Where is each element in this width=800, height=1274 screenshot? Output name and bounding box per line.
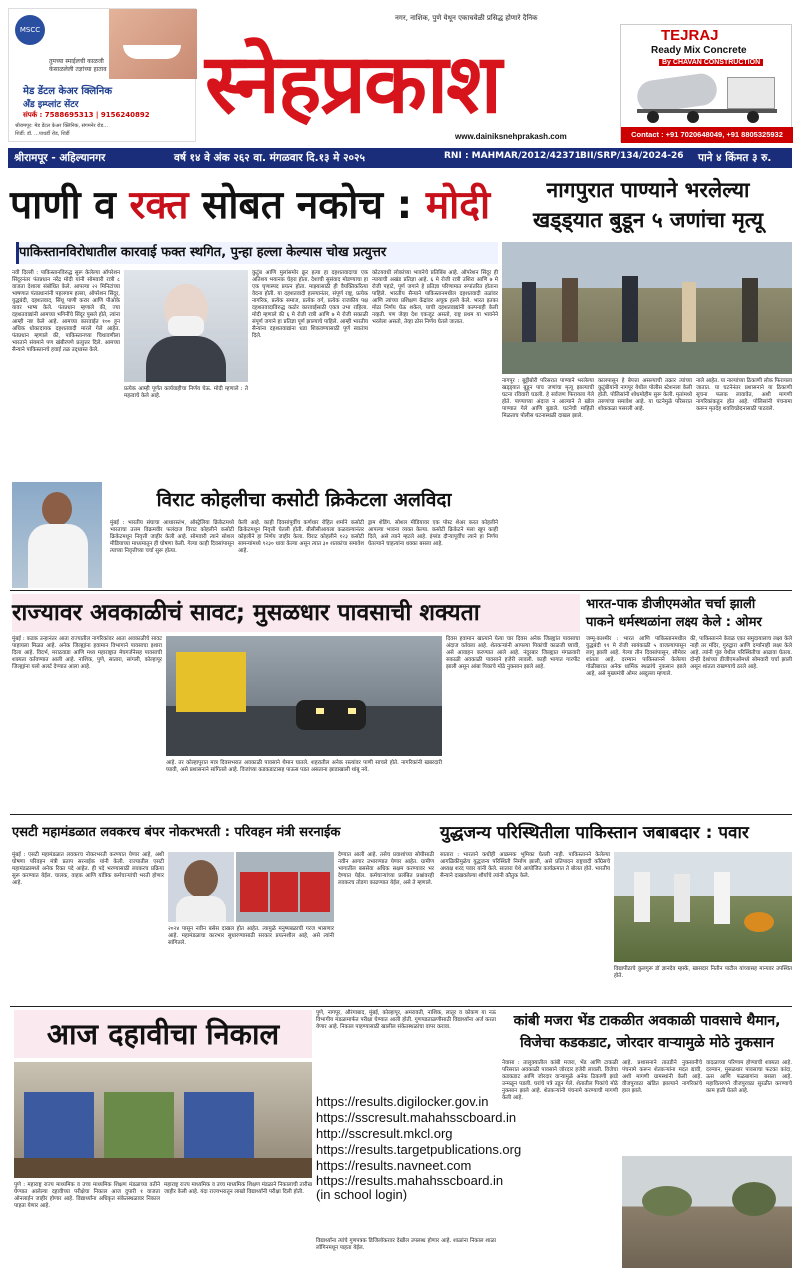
divider-1: [10, 590, 792, 591]
st-body-col1: मुंबई : एसटी महामंडळात लवकरच नोकरभरती करण्यात येणार आहे, अशी घोषणा परिवहन मंत्री प्रताप सरनाईक यांनी केली. राज्यातील एसटी महामंडळामध्ये अनेक रिक्त पदे आहेत. ही पदे भरण्यासाठी लवकरच प्रक्रिया सुरू करण्यात येईल. चालक, वाहक आणि यांत्रिक कर्मचाऱ्यांची भरती होणार आहे.: [12, 852, 164, 886]
result-link[interactable]: http://sscresult.mkcl.org: [316, 1126, 453, 1141]
nagpur-headline-2: खड्ड्यात बुडून ५ जणांचा मृत्यू: [532, 208, 764, 232]
dateline-bar: [8, 148, 792, 168]
pawar-body-col1: सातारा : भारताने कधीही आक्रमक भूमिका घेतली नाही. पाकिस्तानने केलेल्या आगळिकीमुळेच युद्धजन्य परिस्थिती निर्माण झाली, असे प्रतिपादन राष्ट्रवादी काँग्रेसचे अध्यक्ष शरद पवार यांनी केले. सातारा येथे आयोजित कार्यक्रमात ते बोलत होते. भारतीय सैन्याने दाखवलेल्या शौर्याचे त्यांनी कौतुक केले.: [440, 852, 610, 879]
result-link[interactable]: https://sscresult.mahahsscboard.in: [316, 1110, 517, 1125]
kohli-photo: [12, 482, 102, 588]
kohli-body-col3: ड्राम शेडिंग. सोशल मीडियावर एक पोस्ट शेअर करत कोहलीने आपल्या भावना व्यक्त केल्या. कसोटी क्रिकेटने मला खूप काही दिले, असे त्याने म्हटले आहे. इंग्लंड दौऱ्यापूर्वीच त्याने हा निर्णय घेतल्याने चाहत्यांना धक्का बसला आहे.: [368, 520, 498, 547]
lead-body-col2: कुटुंब आणि मुलांसमोर क्रूर हत्या हा दहशतवादाचा एक अतिशय भयानक चेहरा होता. देशाची सुसंवाद मोडण्याचा हा एक घृणास्पद प्रयत्न होता. माझ्यासाठी ही वैयक्तिकरित्या वेदना होती. या दहशतवादी हल्ल्यानंतर, संपूर्ण राष्ट्र, प्रत्येक नागरिक, प्रत्येक समाज, प्रत्येक वर्ग, प्रत्येक राजकीय पक्ष दहशतवादाविरुद्ध कठोर कारवाईसाठी एकत्र उभा राहिला. मोदी म्हणाले की ६ मे रोजी रात्री आणि ७ मे रोजी सकाळी संपूर्ण जगाने हा प्रतिज्ञा पूर्ण झाल्याचे पाहिले. आम्ही भारतीय सैन्यांना दहशतवाद्यांना धडा शिकवण्यासाठी पूर्ण स्वातंत्र्य दिले.: [252, 270, 368, 339]
kohli-body-col2: केली आहे. काही दिवसांपूर्वीच कर्णधार रोहित शर्माने कसोटी क्रिकेटमधून निवृत्ती घेतली होती. बीसीसीआयला कळवल्यानंतर कोहलीने हा निर्णय जाहीर केला. विराट कोहलीने १२३ कसोटी सामन्यांमध्ये ९२३० धावा केल्या असून त्यात ३० शतकांचा समावेश आहे.: [238, 520, 364, 554]
nagpur-body-col2: कालपासून हे बेपत्ता असल्याची तक्रार त्यांच्या कुटुंबीयांनी नागपूर येथील पोलीस स्टेशनला केली होती. पोलिसांनी शोधमोहीम सुरू केली. मृतांमध्ये तरुणांचा समावेश आहे. या घटनेमुळे परिसरात शोककळा पसरली आहे.: [598, 378, 692, 412]
result-link[interactable]: https://results.targetpublications.org: [316, 1142, 522, 1157]
kohli-headline: विराट कोहलीचा कसोटी क्रिकेटला अलविदा: [156, 489, 452, 511]
dateline-pages: पाने ४ किंमत ३ रु.: [698, 152, 772, 164]
storm-body-col3: वादळाच्या परिणाम होण्याची शक्यता आहे. दरम्यान, मुसळधार पावसाचा फटका कांदा, ऊस आणि फळबागांना बसला आहे. महावितरणने वीजपुरवठा सुरळीत करण्याचे काम हाती घेतले आहे.: [706, 1060, 792, 1094]
masthead-tagline: नगर, नाशिक, पुणे येथून एकाचवेळी प्रसिद्ध होणारे दैनिक: [395, 14, 538, 22]
st-headline: एसटी महामंडळात लवकरच बंपर नोकरभरती : परिवहन मंत्री सरनाईक: [12, 825, 341, 840]
dateline-rni: RNI : MAHMAR/2012/42371: [444, 151, 581, 161]
exam-photo: [14, 1062, 312, 1178]
nagpur-body-col1: नागपूर : बुट्टीबोरी परिसरात पाण्याने भरलेल्या खड्ड्यात बुडून पाच जणांचा मृत्यू झाल्याची घटना रविवारी घडली. हे सर्वजण फिरायला गेले होते. पाण्याच्या अंदाज न आल्याने ते खोल पाण्यात गेले आणि बुडाले. घटनेची माहिती मिळताच पोलीस घटनास्थळी दाखल झाले.: [502, 378, 594, 419]
modi-photo: [124, 270, 248, 382]
clinic-address-2: शिर्डी: डॉ. ...पाथर्डी रोड, शिर्डी: [15, 131, 70, 137]
storm-headline-2: विजेचा कडकडाट, जोरदार वाऱ्यामुळे मोठे नुकसान: [520, 1035, 774, 1051]
lead-headline-c: सोबत नकोच :: [188, 183, 426, 228]
lead-headline: [10, 176, 498, 236]
website-link[interactable]: www.dainiksnehprakash.com: [455, 132, 567, 141]
clinic-address-1: श्रीरामपूर: मेड डेंटल केअर क्लिनिक, संगमनेर रोड...: [15, 123, 108, 129]
dental-tagline-2: केसाळलेली तज्ञांच्या हाताव: [49, 66, 107, 73]
lead-headline-a: पाणी व: [10, 183, 130, 228]
pawar-photo: [614, 852, 792, 962]
sarnaik-photo: [168, 852, 234, 922]
result-link[interactable]: https://results.navneet.com: [316, 1158, 472, 1173]
lead-headline-d: मोदी: [425, 183, 491, 228]
smile-photo: [109, 9, 197, 79]
dateline-place: श्रीरामपूर - अहिल्यानगर: [14, 152, 106, 164]
rain-body-col1: मुंबई : कडक उन्हानंतर आता राज्यातील नागरिकांवर आता अवकाळीचे सावट पाहायला मिळत आहे. अनेक जिल्ह्यांना हवामान विभागाने पावसाचा इशारा दिला आहे. विदर्भ, मराठवाडा आणि मध्य महाराष्ट्रात मेघगर्जनेसह पावसाची शक्यता वर्तवण्यात आली आहे. नाशिक, पुणे, सातारा, सांगली, कोल्हापूर जिल्ह्यांना यलो अलर्ट देण्यात आला आहे.: [12, 636, 162, 670]
result-body-col2: महाराष्ट्र राज्य माध्यमिक व उच्च माध्यमिक शिक्षण मंडळाने निकालाची तारीख जाहीर केली आहे. यंदा राज्यभरातून लाखो विद्यार्थ्यांनी परीक्षा दिली होती.: [164, 1182, 312, 1195]
tejraj-contact: Contact : +91 7020648049, +91 8805325932: [621, 127, 793, 143]
dateline-issue: वर्ष १४ वे अंक २६२ वा. मंगळवार दि.१३ मे २०२५: [174, 152, 365, 164]
st-body-col3: देण्यात आली आहे. तसेच प्रवाशांच्या सोयीसाठी नवीन आगार उभारण्यात येणार आहेत. ग्रामीण भागातील बससेवा अधिक सक्षम करण्यावर भर देण्यात येईल. कर्मचाऱ्यांच्या प्रलंबित प्रश्नांवरही लवकरच तोडगा काढण्यात येईल, असे ते म्हणाले.: [338, 852, 434, 886]
dental-ad[interactable]: [8, 8, 196, 142]
result-link[interactable]: https://results.digilocker.gov.in: [316, 1094, 489, 1109]
dental-tagline-1: तुमच्या स्माईलची काळजी: [49, 58, 104, 65]
nagpur-body-col3: नाले आहेत. या नाल्यांच्या ठिकाणी लोक फिरायला जातात. या घटनेनंतर प्रशासनाने या ठिकाणी सूचना फलक लावावेत, अशी मागणी नागरिकांकडून होत आहे. पोलिसांनी पंचनामा करून मृतदेह शवविच्छेदनासाठी पाठवले.: [696, 378, 792, 412]
rain-body-col3: आहे. तर कोल्हापुरात मात्र दिवसभरात अवकाळी पावसाने थैमान घातले. शहरातील अनेक रस्त्यांवर पाणी साचले होते. नागरिकांनी खबरदारी घ्यावी, असे प्रशासनाने सांगितले आहे. विजांच्या कडकडाटासह पाऊस पडत असताना झाडाखाली थांबू नये.: [166, 760, 442, 773]
dateline-reg: BII/SRP/134/2024-26: [580, 151, 684, 161]
result-headline: आज दहावीचा निकाल: [46, 1017, 280, 1051]
st-body-col2: २०२४ पासून नवीन बसेस दाखल होत आहेत. त्यामुळे मनुष्यबळाची गरज भासणार आहे. महामंडळाचा कारभार सुधारण्यासाठी सरकार प्रयत्नशील आहे, असे त्यांनी सांगितले.: [168, 926, 334, 946]
lead-photo-caption: प्रत्येक आम्ही पूर्णत कार्यवाहीचा निर्णय घेऊ. मोदी म्हणाले : ते महत्वाचे केले आहे.: [124, 386, 248, 399]
tejraj-line2: By CHAVAN CONSTRUCTION: [659, 59, 763, 66]
kohli-body-col1: मुंबई : भारतीय संघाचा आधारस्तंभ, ऑस्ट्रेलिया क्रिकेटमध्ये भारताचा उत्तम विक्रमवीर फलंदाज विराट कोहलीने कसोटी क्रिकेटमधून निवृत्ती जाहीर केली आहे. सोमवारी त्याने सोशल मीडियाच्या माध्यमातून ही घोषणा केली. गेल्या काही दिवसांपासून त्याच्या निवृत्तीच्या चर्चा सुरू होत्या.: [110, 520, 234, 554]
indopak-body-col1: जम्मू-काश्मीर : भारत आणि पाकिस्तानमधील युद्धबंदी ११ मे रोजी सायंकाळी ५ वाजल्यापासून लागू झाली आहे. गेल्या तीन दिवसांपासून, सीमेवर शांतता आहे. दरम्यान पाकिस्तानने केलेल्या गोळीबारात अनेक धार्मिक स्थळांचे नुकसान झाले आहे, असे मुख्यमंत्री ओमर अब्दुल्ला म्हणाले.: [586, 636, 686, 677]
storm-photo: [622, 1156, 792, 1268]
rain-photo: [166, 636, 442, 756]
lead-subhead: पाकिस्तानविरोधातील कारवाई फक्त स्थगित, पुन्हा हल्ला केल्यास चोख प्रत्युत्तर: [16, 242, 498, 264]
storm-body-col2: आहे. प्रशासनाने तातडीने नुकसानीचे पंचनामे करून शेतकऱ्यांना मदत द्यावी, अशी मागणी ग्रामस्थांनी केली आहे. वीजपुरवठा खंडित झाल्याने नागरिकांचे हाल झाले.: [622, 1060, 702, 1094]
clinic-name: मेड डेंटल केअर क्लिनिक: [23, 86, 112, 97]
result-body-col3: पुणे, नागपूर, औरंगाबाद, मुंबई, कोल्हापूर, अमरावती, नाशिक, लातूर व कोकण या नऊ विभागीय मंडळामार्फत परीक्षा घेण्यात आली होती. गुणपडताळणीसाठी विद्यार्थ्यांना अर्ज करता येणार आहे. निकाल पाहण्यासाठी खालील संकेतस्थळांचा वापर करावा.: [316, 1010, 496, 1030]
lead-body-col1: नवी दिल्ली : पाकिस्तानविरुद्ध सुरू केलेल्या ऑपरेशन सिंदूरनंतर पंतप्रधान नरेंद्र मोदी यांनी सोमवारी रात्री ८ वाजता देशाला संबोधित केले. आपल्या २२ मिनिटांच्या भाषणात पंतप्रधानांनी पहलगाम हल्ला, ऑपरेशन सिंदूर, युद्धबंदी, दहशतवाद, सिंधू पाणी करार आणि पीओके यावर भाष्य केले. पंतप्रधान म्हणाले की, ज्या दहशतवाद्यांनी आमच्या भगिनींचे सिंदूर पुसले होते, त्यांना आम्ही नष्ट केले आहे. आमच्या कारवाईत १०० हून अधिक धोकादायक दहशतवादी मारले गेले आहेत. पंतप्रधान म्हणाले की, पाकिस्तानच्या चिथावणीला भारताने संयमाने पण खंबीरपणे प्रत्युत्तर दिले. आमच्या सैन्याने पाकिस्तानचे हवाई तळ उद्ध्वस्त केले.: [12, 270, 120, 353]
divider-2: [10, 814, 792, 815]
clinic-name-2: अँड इम्प्लांट सेंटर: [23, 100, 79, 110]
result-link[interactable]: https://results.mahahsscboard.in (in school login): [316, 1173, 504, 1202]
masthead-title: स्नेहप्रकाश: [205, 37, 501, 132]
result-body-col4: विद्यार्थ्यांना त्यांचे गुणपत्रक डिजिलॉकरवर देखील उपलब्ध होणार आहे. शाळांना निकाल शाळा लॉगिनमधून पाहता येईल.: [316, 1238, 496, 1251]
divider-3: [10, 1006, 792, 1007]
nagpur-headline-1: नागपुरात पाण्याने भरलेल्या: [546, 178, 750, 202]
tejraj-line1: Ready Mix Concrete: [651, 45, 747, 56]
lead-headline-b: रक्त: [129, 183, 189, 228]
result-links: [316, 1094, 522, 1234]
nagpur-photo: [502, 242, 792, 374]
tejraj-brand: TEJRAJ: [661, 27, 719, 44]
lead-body-col3: कोटयवधी लोकांच्या भावनेचे प्रतिबिंब आहे. ऑपरेशन सिंदूर ही न्यायाची अखंड प्रतिज्ञा आहे. ६ मे रोजी रात्री उशिरा आणि ७ मे रोजी पहाटे, पूर्ण जगाने हे प्रतिज्ञा परिणामात रूपांतरित होताना पाहिले. भारतीय सैन्याने पाकिस्तानमधील दहशतवादी तळांवर आणि त्यांच्या प्रशिक्षण केंद्रांवर अचूक हल्ले केले. भारत इतका मोठा निर्णय घेऊ शकेल, याची दहशतवाद्यांनी कल्पनाही केली नव्हती. पण जेव्हा देश एकजूट असतो, राष्ट्र प्रथम या भावनेने भरलेला असतो, तेव्हा ठोस निर्णय घेतले जातात.: [372, 270, 498, 325]
st-bus-photo: [236, 852, 334, 922]
dental-logo: MSCC: [15, 15, 45, 45]
rain-body-col2: दिवस हवामान खात्याने येत्या चार दिवस अनेक जिल्ह्यांत पावसाचा अंदाज वर्तवला आहे. शेतकऱ्यांनी आपल्या पिकांची काळजी घ्यावी, असे आवाहन करण्यात आले आहे. नंदुरबार जिल्ह्यात मंगळवारी सकाळी अवकाळी पावसाने हजेरी लावली. काही भागात गारपीट झाली असून आंबा पिकाचे मोठे नुकसान झाले आहे.: [446, 636, 580, 670]
tejraj-ad[interactable]: [620, 24, 792, 142]
clinic-phones: संपर्क : 7588695313 | 9156240892: [23, 111, 150, 119]
result-body-col1: पुणे : महाराष्ट्र राज्य माध्यमिक व उच्च माध्यमिक शिक्षण मंडळाच्या वतीने घेण्यात आलेल्या दहावीच्या परीक्षेचा निकाल आज दुपारी १ वाजता ऑनलाईन जाहीर होणार आहे. विद्यार्थ्यांना अधिकृत संकेतस्थळावर निकाल पाहता येणार आहे.: [14, 1182, 160, 1209]
result-headline-box: [14, 1010, 312, 1058]
storm-headline-1: कांबी मजरा भेंड टाकळीत अवकाळी पावसाचे थैमान,: [513, 1013, 781, 1029]
indopak-headline-2: पाकने धर्मस्थळांना लक्ष्य केले : ओमर: [586, 615, 762, 630]
pawar-headline: युद्धजन्य परिस्थितीला पाकिस्तान जबाबदार : पवार: [440, 823, 749, 843]
indopak-body-col2: की, पाकिस्तानने केवळ एका समुदायालाच लक्ष्य केले नाही तर मंदिर, गुरुद्वारा आणि दर्ग्यांनाही लक्ष्य केले आहे. त्यांनी पूंछ येथील परिस्थितीचा आढावा घेतला. दोन्ही देशांच्या डीजीएमओंमध्ये सोमवारी चर्चा झाली असून शांतता राखण्याचे ठरले आहे.: [690, 636, 792, 670]
rain-headline: राज्यावर अवकाळीचं सावट; मुसळधार पावसाची शक्यता: [12, 594, 580, 632]
mixer-truck: [627, 71, 787, 123]
pawar-photo-caption: विद्यापीठाचे कुलगुरू डॉ ज्ञानदेव म्हस्के, खासदार नितीन पाटील यांच्यासह मान्यवर उपस्थित होते.: [614, 966, 792, 979]
indopak-headline-1: भारत-पाक डीजीएमओत चर्चा झाली: [586, 597, 756, 612]
storm-body-col1: नेवासा : तालुक्यातील कांबी मजरा, भेंड आणि टाकळी परिसरात अवकाळी पावसाने जोरदार हजेरी लावली. विजेचा कडकडाट आणि जोरदार वाऱ्यामुळे अनेक ठिकाणी झाडे उन्मळून पडली. घरांचे पत्रे उडून गेले. शेतातील पिकांचे मोठे नुकसान झाले आहे. शेतकऱ्यांनी पंचनामे करण्याची मागणी केली आहे.: [502, 1060, 618, 1101]
